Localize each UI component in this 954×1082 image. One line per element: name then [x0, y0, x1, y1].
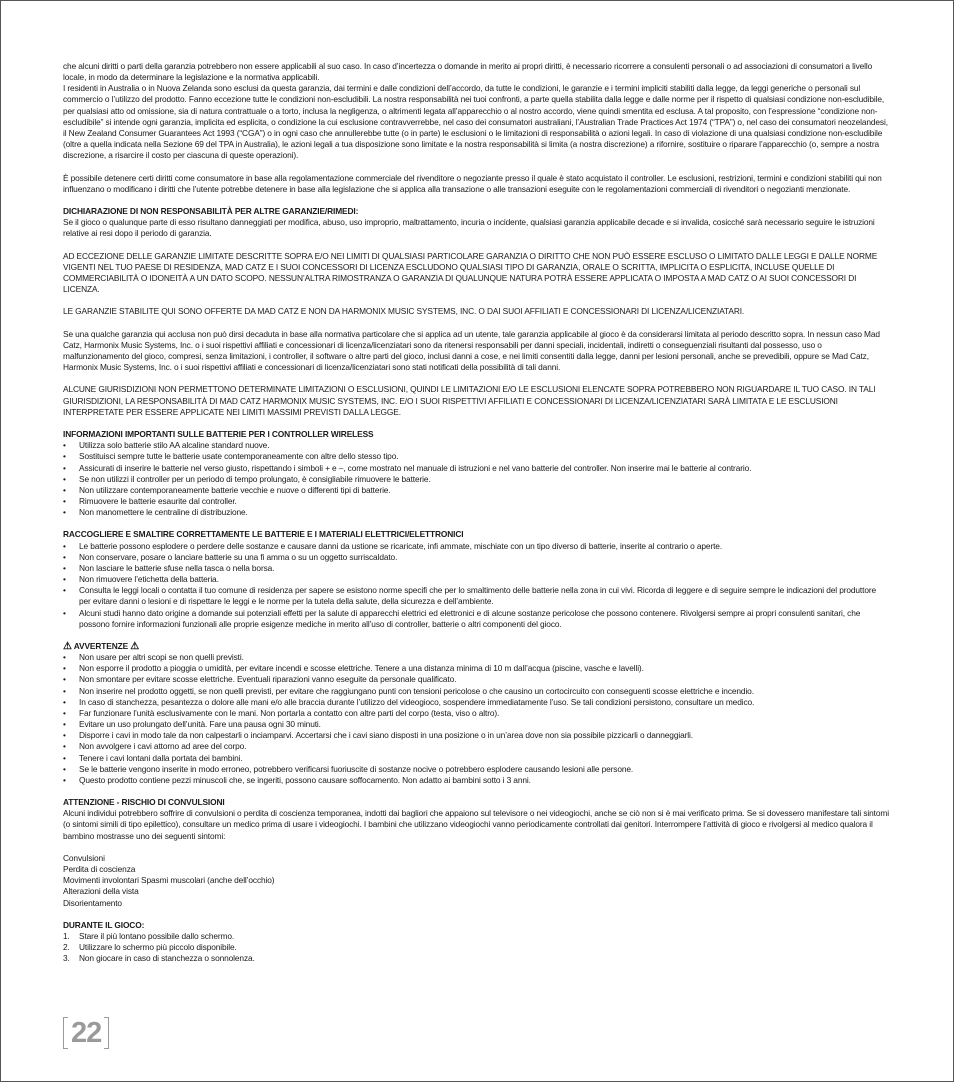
paragraph-exclusions-caps: AD ECCEZIONE DELLE GARANZIE LIMITATE DESCRITTE SOPRA E/O NEI LIMITI DI QUALSIASI PARTICOLARE GARANZIA O DIRITTO CHE NON PUÒ ESSERE ESCLUSO O LIMITATO DALLE LEGGI E DALLE NORME VIGENTI NEL TUO PAESE DI RESIDENZA, MAD CATZ E I SUOI CONCESSORI DI LICENZA ESCLUDONO QUALSIASI TIPO DI GARANZIA, ORALE O SCRITTA, IMPLICITA O ESPLICITA, INCLUSE QUELLE DI COMMERCIABILITÀ O IDONEITÀ A UN DATO SCOPO. NESSUN’ALTRA RIMOSTRANZA O GARANZIA DI QUALUNQUE NATURA POTRÀ ESSERE APPLICATA O IMPOSTA A MAD CATZ O AI SUOI CONCESSORI DI LICENZA.	[63, 250, 878, 295]
paragraph-offered-by: LE GARANZIE STABILITE QUI SONO OFFERTE DA MAD CATZ E NON DA HARMONIX MUSIC SYSTEMS, INC. O DAI SUOI AFFILIATI E CONCESSIONARI DI LICENZA/LICENZIATARI.	[63, 306, 745, 317]
symptom-item: Alterazioni della vista	[63, 886, 139, 897]
list-item: • Non avvolgere i cavi attorno ad aree del corpo.	[63, 741, 889, 752]
list-text: Utilizzare lo schermo più piccolo disponibile.	[79, 942, 237, 953]
heading-disposal: RACCOGLIERE E SMALTIRE CORRETTAMENTE LE BATTERIE E I MATERIALI ELETTRICI/ELETTRONICI	[63, 529, 464, 540]
symptom-item: Disorientamento	[63, 897, 122, 908]
paragraph-jurisdictions: ALCUNE GIURISDIZIONI NON PERMETTONO DETERMINATE LIMITAZIONI O ESCLUSIONI, QUINDI LE LIMITAZIONI E/O LE ESCLUSIONI ELENCATE SOPRA POTREBBERO NON RIGUARDARE IL TUO CASO. IN TALI GIURISDIZIONI, LA RESPONSABILITÀ DI MAD CATZ HARMONIX MUSIC SYSTEMS, INC. E/O I SUOI RISPETTIVI AFFILIATI E CONCESSIONARI DI LICENZA/LICENZIATARI SARÀ LIMITATA E LE ESCLUSIONI INTERPRETATE PER ESSERE APPLICATE NEI LIMITI MASSIMI PREVISTI DALLA LEGGE.	[63, 384, 876, 417]
list-item: • Questo prodotto contiene pezzi minuscoli che, se ingeriti, possono causare soffocamento. Non adatto ai bambini sotto i 3 anni.	[63, 775, 889, 786]
list-item: • Non usare per altri scopi se non quelli previsti.	[63, 652, 889, 663]
list-item: • Non conservare, posare o lanciare batterie su una fi amma o su un oggetto surriscaldato.	[63, 552, 889, 563]
list-text: Non giocare in caso di stanchezza o sonnolenza.	[79, 953, 255, 964]
list-item: • Consulta le leggi locali o contatta il tuo comune di residenza per sapere se esistono norme specifi che per lo smaltimento delle batterie nella zona in cui vivi. Ricorda di leggere e di seguire sempre le indicazioni del produttore per evitare danni o lesioni e di rispettare le leggi e le norme per la tutela della salute, della sicurezza e dell’ambiente.	[63, 585, 889, 607]
list-item: • Evitare un uso prolungato dell’unità. Fare una pausa ogni 30 minuti.	[63, 719, 889, 730]
list-number: 2.	[63, 942, 70, 953]
list-item: • Utilizza solo batterie stilo AA alcaline standard nuove.	[63, 440, 889, 451]
list-item: • Non manomettere le centraline di distribuzione.	[63, 507, 889, 518]
warning-triangle-icon: ⚠	[130, 640, 140, 652]
list-number: 3.	[63, 953, 70, 964]
list-item: • Non rimuovere l’etichetta della batteria.	[63, 574, 889, 585]
paragraph-damage: Se il gioco o qualunque parte di esso risultano danneggiati per modifica, abuso, uso improprio, maltrattamento, incuria o incidente, qualsiasi garanzia applicabile decade e si invalida, cosicché sarà necessario seguire le istruzioni relative ai resi dopo il periodo di garanzia.	[63, 217, 875, 239]
page-number-value: 22	[71, 1016, 102, 1049]
list-number: 1.	[63, 931, 70, 941]
warnings-label: AVVERTENZE	[73, 640, 129, 651]
symptom-item: Perdita di coscienza	[63, 864, 136, 875]
list-item	[63, 942, 889, 953]
list-item: • Non inserire nel prodotto oggetti, se non quelli previsti, per evitare che raggiungano punti con tensioni pericolose o che causino un cortocircuito con conseguenti scosse elettriche e incendio.	[63, 686, 889, 697]
symptom-item: Convulsioni	[63, 852, 105, 863]
list-item: • Non utilizzare contemporaneamente batterie vecchie e nuove o differenti tipi di batterie.	[63, 485, 889, 496]
list-item	[63, 953, 889, 964]
manual-page-content	[63, 61, 889, 964]
list-item: • Non esporre il prodotto a pioggia o umidità, per evitare incendi e scosse elettriche. Tenere a una distanza minima di 10 m dall’acqua (piscine, vasche e lavelli).	[63, 663, 889, 674]
paragraph-limited-warranty: Se una qualche garanzia qui acclusa non può dirsi decaduta in base alla normativa particolare che si applica ad un utente, tale garanzia applicabile al gioco è da considerarsi limitata al periodo descritto sopra. In nessun caso Mad Catz, Harmonix Music Systems, Inc. o i suoi rispettivi affiliati e concessionari di licenza/licenziatari sono da ritenersi responsabili per danni speciali, incidentali, indiretti o conseguenziali risultanti dal possesso, uso o malfunzionamento del gioco, compresi, senza limitazioni, i controller, il software o altre parti del gioco, inclusi danni a cose, e nei limiti consentiti dalla legge, danni per lesioni personali, anche se prevedibili, oppure se Mad Catz, Harmonix Music Systems, Inc. o i suoi rispettivi affiliati e concessionari di licenza/licenziatari sono stati notificati della possibilità di tali danni.	[63, 328, 880, 373]
list-item: • In caso di stanchezza, pesantezza o dolore alle mani e/o alle braccia durante l’utilizzo del videogioco, sospendere immediatamente l’uso. Se tali condizioni persistono, consultare un medico.	[63, 697, 889, 708]
list-item: • Sostituisci sempre tutte le batterie usate contemporaneamente con altre dello stesso tipo.	[63, 451, 889, 462]
bracket-right	[104, 1017, 109, 1049]
page-number	[63, 1016, 109, 1050]
list-item	[63, 931, 889, 942]
list-item: • Se non utilizzi il controller per un periodo di tempo prolungato, è consigliabile rimuovere le batterie.	[63, 474, 889, 485]
warnings-list	[63, 652, 889, 786]
paragraph-australia-nz: I residenti in Australia o in Nuova Zelanda sono esclusi da questa garanzia, dai termini e dalle condizioni dell’accordo, da tutte le condizioni, le garanzie e i termini impliciti stabiliti dalla legge, da leggi generiche o personali sul commercio o l’utilizzo del prodotto. Fanno eccezione tutte le condizioni non-escludibili. La nostra responsabilità nei tuoi confronti, a parte quella stabilita dalla legge e dalle norme per il rispetto di qualsiasi condizione non-escludibile, per qualsiasi atto od omissione, sia di natura contrattuale o a torto, inclusa la negligenza, o altrimenti legata all’apparecchio o al nostro accordo, viene quindi smentita ed esclusa. A tal proposito, con l’espressione “condizione non-escludibile” si intende ogni garanzia, implicita ed esplicita, o condizione la cui esclusione contravverrebbe, nel caso dei consumatori australiani, l’Australian Trade Practices Act 1974 (“TPA”) o, nel caso dei consumatori neozelandesi, il New Zealand Consumer Guarantees Act 1993 (“CGA”) o in ogni caso che annullerebbe tutte (o in parte) le esclusioni o le limitazioni di responsabilità o azioni legali. In caso di violazione di una qualsiasi condizione non-escludibile (oltre a quella indicata nella Sezione 69 del TPA in Australia), le azioni legali a tua disposizione sono limitate e la nostra responsabilità si limita (a nostra discrezione) a rifornire, sostituire o riparare l’apparecchio (o, sempre a nostra discrezione, a risarcire il costo per ciascuna di queste operazioni).	[63, 83, 888, 161]
heading-batteries: INFORMAZIONI IMPORTANTI SULLE BATTERIE PER I CONTROLLER WIRELESS	[63, 429, 374, 440]
list-item: • Non smontare per evitare scosse elettriche. Eventuali riparazioni vanno eseguite da personale qualificato.	[63, 674, 889, 685]
list-text: Stare il più lontano possibile dallo schermo.	[79, 931, 235, 941]
during-game-list	[63, 931, 889, 964]
list-item: • Rimuovere le batterie esaurite dal controller.	[63, 496, 889, 507]
battery-list	[63, 440, 889, 518]
disposal-list	[63, 541, 889, 630]
heading-seizure: ATTENZIONE - RISCHIO DI CONVULSIONI	[63, 797, 225, 808]
list-item: • Far funzionare l’unità esclusivamente con le mani. Non portarla a contatto con altre parti del corpo (testa, viso o altro).	[63, 708, 889, 719]
paragraph-seizure: Alcuni individui potrebbero soffrire di convulsioni o perdita di coscienza temporanea, indotti dai bagliori che appaiono sul televisore o nei videogiochi, anche se ciò non si è mai verificato prima. Se si dovessero manifestare tali sintomi (o sintomi simili di tipo epilettico), consultare un medico prima di usare i videogiochi. I bambini che utilizzano videogiochi vanno periodicamente controllati dai genitori. Interrompere l’attività di gioco e rivolgersi al medico qualora il bambino mostrasse uno dei seguenti sintomi:	[63, 808, 889, 841]
heading-during-game: DURANTE IL GIOCO:	[63, 919, 145, 930]
paragraph-consumer-rights: È possibile detenere certi diritti come consumatore in base alla regolamentazione commerciale del rivenditore o negoziante presso il quale è stato acquistato il controller. Le esclusioni, restrizioni, termini e condizioni stabiliti qui non influenzano o modificano i diritti che l’utente potrebbe detenere in base alla legislazione che si applica alla transazione o alle transazioni eseguite con le regolamentazioni commerciali di rivenditori o negozianti menzionate.	[63, 172, 882, 194]
list-item: • Non lasciare le batterie sfuse nella tasca o nella borsa.	[63, 563, 889, 574]
symptom-item: Movimenti involontari Spasmi muscolari (anche dell’occhio)	[63, 875, 275, 886]
paragraph-rights: che alcuni diritti o parti della garanzia potrebbero non essere applicabili al suo caso. In caso d’incertezza o domande in merito ai propri diritti, è necessario ricorrere a consulenti personali o ad associazioni di consumatori a livello locale, in modo da determinare la legislazione e la normativa applicabili.	[63, 61, 873, 83]
heading-warnings	[63, 641, 889, 652]
list-item: • Disporre i cavi in modo tale da non calpestarli o inciamparvi. Accertarsi che i cavi siano disposti in una posizione o in un’area dove non sia possibile pizzicarli o danneggiarli.	[63, 730, 889, 741]
list-item: • Le batterie possono esplodere o perdere delle sostanze e causare danni da ustione se ricaricate, infi ammate, mischiate con un tipo diverso di batterie, inserite al contrario o aperte.	[63, 541, 889, 552]
list-item: • Tenere i cavi lontani dalla portata dei bambini.	[63, 753, 889, 764]
warning-triangle-icon: ⚠	[63, 640, 72, 652]
list-item: • Assicurati di inserire le batterie nel verso giusto, rispettando i simboli + e –, come mostrato nel manuale di istruzioni e nel vano batterie del controller. Non inserire mai le batterie al contrario.	[63, 463, 889, 474]
list-item: • Alcuni studi hanno dato origine a domande sui potenziali effetti per la salute di apparecchi elettrici ed elettronici e di alcune sostanze pericolose che possono contenere. Rivolgersi sempre ai propri consulenti sanitari, che possono fornire informazioni funzionali alle proprie esigenze mediche in merito all’uso di controller, batterie o altri componenti del gioco.	[63, 608, 889, 630]
heading-disclaimer: DICHIARAZIONE DI NON RESPONSABILITÀ PER ALTRE GARANZIE/RIMEDI:	[63, 206, 359, 216]
list-item: • Se le batterie vengono inserite in modo erroneo, potrebbero verificarsi fuoriuscite di sostanze nocive o potrebbero esplodere causando lesioni alle persone.	[63, 764, 889, 775]
